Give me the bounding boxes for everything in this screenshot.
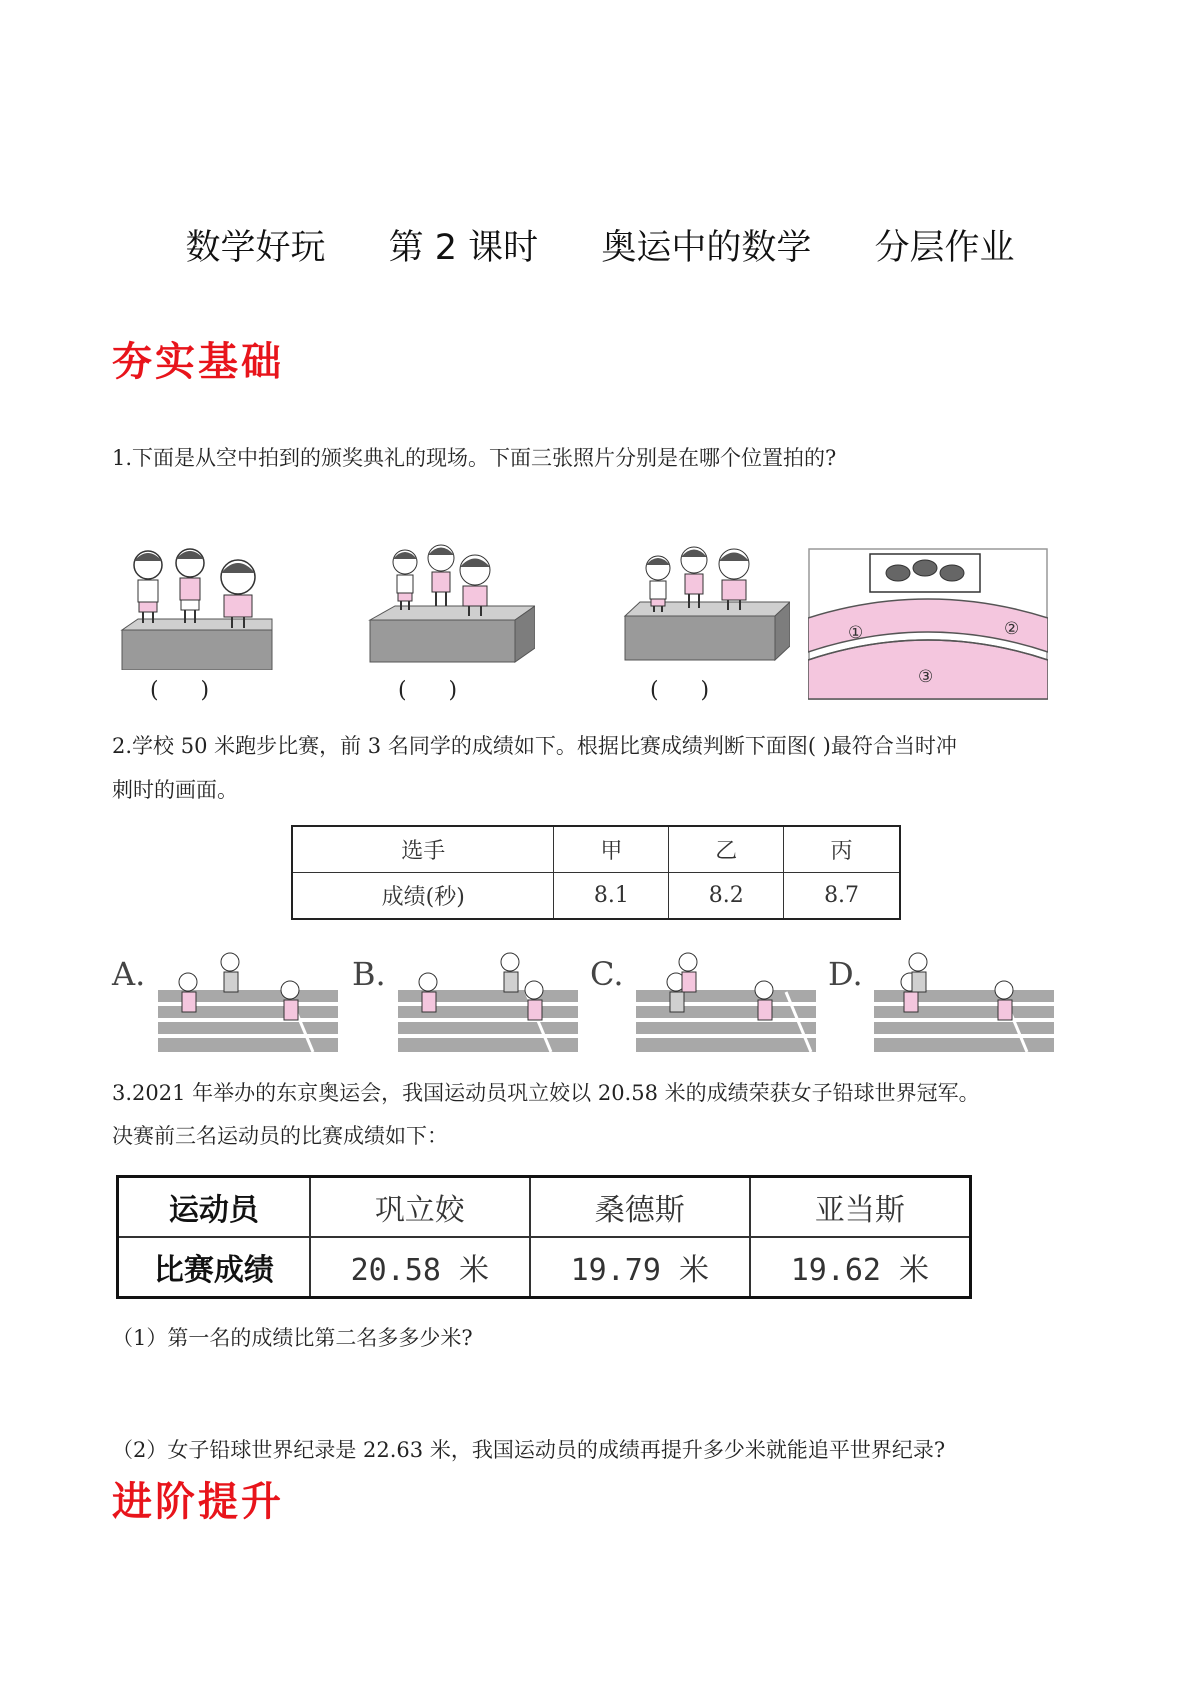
table-row bbox=[292, 873, 900, 920]
table-header-cell: 亚当斯 bbox=[750, 1177, 971, 1238]
table-cell: 成绩(秒) bbox=[292, 873, 554, 920]
option-d-label[interactable]: D. bbox=[828, 955, 863, 993]
question-2-line-2: 刺时的画面。 bbox=[112, 778, 238, 802]
position-label-3: ③ bbox=[918, 667, 934, 687]
aerial-view-diagram bbox=[808, 548, 1048, 700]
podium-photo-2 bbox=[365, 540, 535, 670]
option-c-label[interactable]: C. bbox=[590, 955, 624, 993]
table-cell: 19.62 米 bbox=[750, 1237, 971, 1298]
podium-photo-3 bbox=[620, 540, 790, 670]
table-header-cell: 选手 bbox=[292, 826, 554, 873]
section-heading-advanced: 进阶提升 bbox=[112, 1478, 284, 1525]
child-figure bbox=[176, 549, 204, 623]
table-row bbox=[292, 826, 900, 873]
child-figure bbox=[134, 551, 162, 623]
table-cell: 8.2 bbox=[669, 873, 784, 920]
shot-put-results-table bbox=[116, 1175, 972, 1299]
position-label-1: ① bbox=[848, 623, 864, 643]
table-cell: 8.7 bbox=[784, 873, 900, 920]
title-part-3: 奥运中的数学 bbox=[601, 228, 812, 268]
question-3-line-2: 决赛前三名运动员的比赛成绩如下： bbox=[112, 1124, 448, 1148]
child-figure bbox=[221, 560, 255, 628]
child-figure bbox=[393, 550, 417, 610]
option-a-race-image bbox=[158, 948, 338, 1058]
question-3-sub-1: （1）第一名的成绩比第二名多多少米? bbox=[112, 1326, 473, 1350]
table-header-cell: 桑德斯 bbox=[530, 1177, 750, 1238]
answer-blank-2[interactable]: ( ) bbox=[398, 678, 458, 703]
answer-blank-1[interactable]: ( ) bbox=[150, 678, 210, 703]
option-d-race-image bbox=[874, 948, 1054, 1058]
answer-blank-3[interactable]: ( ) bbox=[650, 678, 710, 703]
table-row bbox=[118, 1237, 971, 1298]
child-figure bbox=[681, 547, 707, 608]
option-b-race-image bbox=[398, 948, 578, 1058]
table-cell: 比赛成绩 bbox=[118, 1237, 310, 1298]
table-header-cell: 丙 bbox=[784, 826, 900, 873]
section-heading-basic: 夯实基础 bbox=[112, 338, 284, 385]
table-header-cell: 巩立姣 bbox=[310, 1177, 530, 1238]
table-row bbox=[118, 1177, 971, 1238]
title-part-1: 数学好玩 bbox=[185, 228, 326, 268]
table-cell: 20.58 米 bbox=[310, 1237, 530, 1298]
option-c-race-image bbox=[636, 948, 816, 1058]
page-title bbox=[0, 220, 1200, 270]
question-1-text: 1.下面是从空中拍到的颁奖典礼的现场。下面三张照片分别是在哪个位置拍的? bbox=[112, 446, 837, 470]
question-3-line-1: 3.2021 年举办的东京奥运会，我国运动员巩立姣以 20.58 米的成绩荣获女子铅球世界冠军。 bbox=[112, 1081, 980, 1105]
title-part-2: 第 2 课时 bbox=[388, 228, 539, 268]
race-results-table bbox=[291, 825, 901, 920]
table-cell: 19.79 米 bbox=[530, 1237, 750, 1298]
table-cell: 8.1 bbox=[554, 873, 669, 920]
table-header-cell: 甲 bbox=[554, 826, 669, 873]
question-3-sub-2: （2）女子铅球世界纪录是 22.63 米，我国运动员的成绩再提升多少米就能追平世界纪录? bbox=[112, 1438, 946, 1462]
child-figure bbox=[428, 545, 454, 606]
child-figure bbox=[719, 549, 749, 610]
option-b-label[interactable]: B. bbox=[352, 955, 386, 993]
table-header-cell: 乙 bbox=[669, 826, 784, 873]
question-2-line-1: 2.学校 50 米跑步比赛，前 3 名同学的成绩如下。根据比赛成绩判断下面图( )最符合当时冲 bbox=[112, 734, 957, 758]
position-label-2: ② bbox=[1004, 619, 1020, 639]
podium-photo-1 bbox=[118, 535, 278, 670]
table-header-cell: 运动员 bbox=[118, 1177, 310, 1238]
title-part-4: 分层作业 bbox=[874, 228, 1015, 268]
option-a-label[interactable]: A. bbox=[112, 955, 146, 993]
